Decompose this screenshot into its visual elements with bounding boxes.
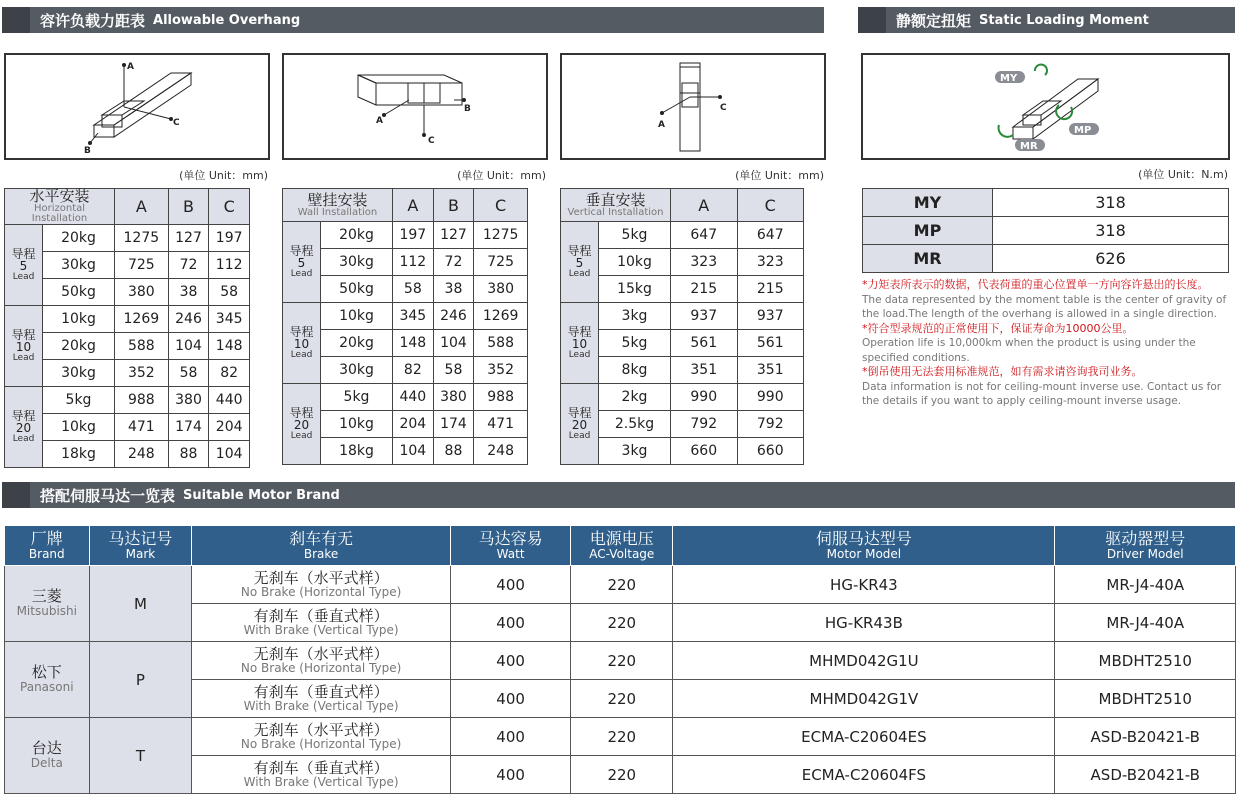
lead-cell	[5, 306, 43, 387]
table-row	[561, 384, 804, 411]
value-cell: 725	[474, 249, 528, 276]
motor-column-header	[1055, 526, 1236, 566]
load-cell: 5kg	[321, 384, 393, 411]
value-cell: 148	[393, 330, 434, 357]
value-cell: 988	[474, 384, 528, 411]
load-cell: 30kg	[43, 252, 115, 279]
install-type-cn: 垂直安装	[585, 190, 646, 209]
label-b: B	[464, 104, 471, 114]
table-row	[561, 303, 804, 330]
unit-label-4: (单位 Unit：N.m)	[1138, 168, 1228, 181]
value-cell: 58	[433, 357, 474, 384]
moment-value: 318	[993, 217, 1229, 245]
header-marker	[858, 7, 886, 33]
moment-title-en: Static Loading Moment	[979, 12, 1149, 28]
driver-model-cell: MBDHT2510	[1055, 680, 1236, 718]
label-b: B	[84, 146, 91, 156]
motor-row	[5, 566, 1236, 604]
voltage-cell: 220	[571, 604, 673, 642]
brake-en: No Brake (Horizontal Type)	[240, 585, 402, 599]
note-cn: *符合型录规范的正常使用下，保证寿命为10000公里。	[862, 321, 1134, 335]
label-c: C	[173, 118, 180, 128]
moment-diagram-svg	[863, 55, 1228, 158]
brake-cell	[192, 756, 451, 794]
header-en: Watt	[496, 546, 525, 561]
lead-cell	[561, 384, 599, 465]
unit-label-1: (单位 Unit：mm)	[179, 169, 268, 182]
note-en: Operation life is 10,000km when the product is using under the specified conditions.	[862, 337, 1196, 364]
column-header: B	[168, 189, 209, 225]
load-cell: 50kg	[43, 279, 115, 306]
header-en: Motor Model	[826, 546, 902, 561]
header-cn: 驱动器型号	[1105, 528, 1186, 548]
value-cell: 725	[115, 252, 169, 279]
column-header: C	[209, 189, 250, 225]
lead-cn: 导程	[289, 405, 314, 420]
mark-cell: M	[89, 566, 192, 642]
motor-row	[5, 642, 1236, 680]
table-header-row	[283, 189, 528, 222]
install-type-cell	[561, 189, 671, 222]
moment-title-cn: 静额定扭矩	[896, 11, 972, 30]
load-cell: 5kg	[599, 222, 671, 249]
load-cell: 10kg	[321, 411, 393, 438]
motor-column-header	[5, 526, 90, 566]
value-cell: 380	[115, 279, 169, 306]
value-cell: 990	[737, 384, 804, 411]
brand-cell	[5, 642, 90, 718]
moment-diagram	[861, 53, 1230, 160]
table-row	[561, 222, 804, 249]
voltage-cell: 220	[571, 680, 673, 718]
value-cell: 792	[737, 411, 804, 438]
moment-row	[863, 245, 1229, 273]
lead-cn: 导程	[11, 408, 36, 423]
header-en: Mark	[125, 546, 156, 561]
value-cell: 937	[737, 303, 804, 330]
value-cell: 380	[168, 387, 209, 414]
lead-cell	[283, 303, 321, 384]
motor-model-cell: ECMA-C20604ES	[673, 718, 1055, 756]
motor-column-header	[673, 526, 1055, 566]
lead-number: 20	[293, 418, 310, 433]
value-cell: 647	[671, 222, 738, 249]
value-cell: 440	[209, 387, 250, 414]
brand-cn: 台达	[31, 738, 62, 757]
brand-cn: 三菱	[31, 586, 62, 605]
install-type-en: Wall Installation	[297, 206, 378, 218]
driver-model-cell: MR-J4-40A	[1055, 604, 1236, 642]
value-cell: 351	[671, 357, 738, 384]
watt-cell: 400	[450, 642, 570, 680]
value-cell: 380	[474, 276, 528, 303]
watt-cell: 400	[450, 718, 570, 756]
lead-en: Lead	[568, 268, 591, 279]
motor-header	[2, 482, 1235, 508]
table-row	[283, 222, 528, 249]
lead-cell	[561, 303, 599, 384]
brake-cn: 无刹车（水平式样）	[253, 721, 389, 739]
value-cell: 197	[393, 222, 434, 249]
driver-model-cell: MR-J4-40A	[1055, 566, 1236, 604]
value-cell: 174	[168, 414, 209, 441]
lead-cn: 导程	[289, 243, 314, 258]
value-cell: 792	[671, 411, 738, 438]
brake-cell	[192, 604, 451, 642]
lead-number: 5	[575, 256, 584, 271]
overhang-table	[4, 188, 250, 468]
brake-en: With Brake (Vertical Type)	[243, 775, 399, 789]
value-cell: 660	[737, 438, 804, 465]
lead-en: Lead	[12, 433, 35, 444]
lead-en: Lead	[12, 352, 35, 363]
table-row	[5, 306, 250, 333]
note-cn: *力矩表所表示的数据，代表荷重的重心位置单一方向容许悬出的长度。	[862, 278, 1209, 291]
watt-cell: 400	[450, 680, 570, 718]
value-cell: 246	[168, 306, 209, 333]
label-a: A	[127, 62, 134, 72]
install-type-en: Horizontal Installation	[31, 203, 88, 224]
column-header: A	[115, 189, 169, 225]
value-cell: 72	[168, 252, 209, 279]
brake-cn: 有刹车（垂直式样）	[253, 759, 389, 777]
install-type-en: Vertical Installation	[567, 206, 664, 218]
motor-model-cell: ECMA-C20604FS	[673, 756, 1055, 794]
label-c: C	[720, 103, 727, 113]
value-cell: 112	[209, 252, 250, 279]
value-cell: 323	[737, 249, 804, 276]
voltage-cell: 220	[571, 756, 673, 794]
value-cell: 104	[209, 441, 250, 468]
lead-en: Lead	[290, 349, 313, 360]
vertical-diagram	[560, 53, 826, 160]
install-type-cell	[5, 189, 115, 225]
lead-cell	[561, 222, 599, 303]
brake-cn: 有刹车（垂直式样）	[253, 607, 389, 625]
moment-table	[862, 188, 1229, 273]
voltage-cell: 220	[571, 566, 673, 604]
motor-column-header	[571, 526, 673, 566]
header-cn: 马达记号	[108, 528, 173, 548]
value-cell: 127	[168, 225, 209, 252]
brake-cell	[192, 642, 451, 680]
motor-title-cn: 搭配伺服马达一览表	[40, 486, 176, 505]
load-cell: 20kg	[321, 330, 393, 357]
brand-cell	[5, 718, 90, 794]
lead-number: 20	[15, 421, 32, 436]
unit-label-2: (单位 Unit：mm)	[457, 169, 546, 182]
moment-key: MR	[863, 245, 993, 273]
motor-model-cell: HG-KR43B	[673, 604, 1055, 642]
header-cn: 电源电压	[589, 528, 654, 548]
lead-cn: 导程	[567, 243, 592, 258]
load-cell: 30kg	[321, 357, 393, 384]
load-cell: 3kg	[599, 303, 671, 330]
motor-row	[5, 718, 1236, 756]
horizontal-diagram	[4, 53, 270, 160]
value-cell: 647	[737, 222, 804, 249]
brake-en: No Brake (Horizontal Type)	[240, 661, 402, 675]
driver-model-cell: MBDHT2510	[1055, 642, 1236, 680]
load-cell: 18kg	[321, 438, 393, 465]
value-cell: 38	[168, 279, 209, 306]
value-cell: 215	[671, 276, 738, 303]
value-cell: 38	[433, 276, 474, 303]
brake-cn: 有刹车（垂直式样）	[253, 683, 389, 701]
value-cell: 1269	[474, 303, 528, 330]
header-cn: 伺服马达型号	[815, 528, 912, 548]
watt-cell: 400	[450, 566, 570, 604]
load-cell: 10kg	[321, 303, 393, 330]
moment-header	[858, 7, 1235, 33]
value-cell: 58	[393, 276, 434, 303]
motor-model-cell: MHMD042G1V	[673, 680, 1055, 718]
column-header: B	[433, 189, 474, 222]
lead-number: 10	[15, 340, 32, 355]
value-cell: 104	[433, 330, 474, 357]
value-cell: 471	[115, 414, 169, 441]
table-header-row	[5, 189, 250, 225]
load-cell: 3kg	[599, 438, 671, 465]
load-cell: 10kg	[43, 306, 115, 333]
value-cell: 72	[433, 249, 474, 276]
horizontal-diagram-svg	[6, 55, 268, 158]
overhang-header	[2, 7, 824, 33]
value-cell: 1275	[474, 222, 528, 249]
value-cell: 380	[433, 384, 474, 411]
voltage-cell: 220	[571, 718, 673, 756]
motor-column-header	[192, 526, 451, 566]
wall-diagram	[282, 53, 548, 160]
overhang-table	[282, 188, 528, 465]
header-marker	[2, 482, 30, 508]
brand-cell	[5, 566, 90, 642]
my-label: MY	[1000, 73, 1018, 84]
value-cell: 58	[209, 279, 250, 306]
moment-key: MY	[863, 189, 993, 217]
value-cell: 345	[393, 303, 434, 330]
brake-en: With Brake (Vertical Type)	[243, 623, 399, 637]
header-marker	[2, 7, 30, 33]
value-cell: 82	[393, 357, 434, 384]
table-header-row	[561, 189, 804, 222]
load-cell: 15kg	[599, 276, 671, 303]
brake-en: No Brake (Horizontal Type)	[240, 737, 402, 751]
moment-row	[863, 217, 1229, 245]
table-row	[5, 387, 250, 414]
value-cell: 112	[393, 249, 434, 276]
lead-number: 10	[293, 337, 310, 352]
wall-diagram-svg	[284, 55, 546, 158]
lead-en: Lead	[568, 430, 591, 441]
notes	[862, 278, 1236, 409]
note-en: The data represented by the moment table is the center of gravity of the load.The length of the overhang is allowed in a single direction.	[862, 293, 1227, 320]
lead-number: 5	[19, 259, 28, 274]
value-cell: 88	[433, 438, 474, 465]
load-cell: 50kg	[321, 276, 393, 303]
install-type-cn: 水平安装	[29, 187, 90, 205]
value-cell: 352	[115, 360, 169, 387]
label-a: A	[658, 120, 665, 130]
header-cn: 厂牌	[30, 528, 63, 548]
brake-cn: 无刹车（水平式样）	[253, 569, 389, 587]
lead-cn: 导程	[567, 324, 592, 339]
load-cell: 5kg	[43, 387, 115, 414]
load-cell: 2.5kg	[599, 411, 671, 438]
value-cell: 988	[115, 387, 169, 414]
header-cn: 刹车有无	[289, 528, 354, 548]
brand-en: Panasoni	[20, 680, 74, 695]
value-cell: 174	[433, 411, 474, 438]
value-cell: 1269	[115, 306, 169, 333]
overhang-table	[560, 188, 804, 465]
lead-number: 10	[571, 337, 588, 352]
motor-model-cell: MHMD042G1U	[673, 642, 1055, 680]
column-header: A	[393, 189, 434, 222]
lead-cn: 导程	[289, 324, 314, 339]
header-en: Brand	[28, 546, 65, 561]
load-cell: 30kg	[321, 249, 393, 276]
load-cell: 8kg	[599, 357, 671, 384]
load-cell: 2kg	[599, 384, 671, 411]
lead-en: Lead	[290, 430, 313, 441]
value-cell: 990	[671, 384, 738, 411]
value-cell: 248	[115, 441, 169, 468]
driver-model-cell: ASD-B20421-B	[1055, 756, 1236, 794]
overhang-title-en: Allowable Overhang	[153, 12, 301, 28]
watt-cell: 400	[450, 756, 570, 794]
value-cell: 660	[671, 438, 738, 465]
value-cell: 204	[393, 411, 434, 438]
motor-title-en: Suitable Motor Brand	[183, 487, 340, 503]
value-cell: 1275	[115, 225, 169, 252]
mark-cell: T	[89, 718, 192, 794]
overhang-title-cn: 容许负载力距表	[40, 11, 146, 30]
value-cell: 323	[671, 249, 738, 276]
value-cell: 88	[168, 441, 209, 468]
value-cell: 104	[393, 438, 434, 465]
lead-cn: 导程	[567, 405, 592, 420]
label-c: C	[428, 136, 435, 146]
load-cell: 20kg	[43, 225, 115, 252]
lead-en: Lead	[568, 349, 591, 360]
moment-key: MP	[863, 217, 993, 245]
brake-cell	[192, 566, 451, 604]
load-cell: 18kg	[43, 441, 115, 468]
value-cell: 345	[209, 306, 250, 333]
header-en: Brake	[303, 546, 339, 561]
value-cell: 82	[209, 360, 250, 387]
column-header: C	[737, 189, 804, 222]
header-en: Driver Model	[1106, 546, 1184, 561]
note-cn: *倒吊使用无法套用标准规范，如有需求请咨询我司业务。	[862, 365, 1143, 378]
value-cell: 104	[168, 333, 209, 360]
lead-en: Lead	[12, 271, 35, 282]
value-cell: 197	[209, 225, 250, 252]
brake-en: With Brake (Vertical Type)	[243, 699, 399, 713]
lead-cell	[283, 222, 321, 303]
brand-en: Delta	[30, 756, 63, 771]
load-cell: 5kg	[599, 330, 671, 357]
lead-number: 5	[297, 256, 306, 271]
mp-label: MP	[1074, 125, 1092, 136]
mr-label: MR	[1020, 141, 1038, 152]
mark-cell: P	[89, 642, 192, 718]
value-cell: 204	[209, 414, 250, 441]
install-type-cn: 壁挂安装	[307, 190, 368, 209]
note-en: Data information is not for ceiling-mount inverse use. Contact us for the details if you want to apply ceiling-mount inverse usage.	[862, 380, 1222, 407]
brake-cell	[192, 680, 451, 718]
label-a: A	[376, 116, 383, 126]
header-cn: 马达容易	[478, 528, 543, 548]
lead-cell	[5, 387, 43, 468]
motor-header-row	[5, 526, 1236, 566]
load-cell: 10kg	[599, 249, 671, 276]
load-cell: 20kg	[43, 333, 115, 360]
brake-cell	[192, 718, 451, 756]
voltage-cell: 220	[571, 642, 673, 680]
lead-number: 20	[571, 418, 588, 433]
brand-cn: 松下	[31, 662, 62, 681]
moment-value: 626	[993, 245, 1229, 273]
table-row	[283, 303, 528, 330]
value-cell: 248	[474, 438, 528, 465]
motor-table	[4, 525, 1236, 794]
lead-cn: 导程	[11, 327, 36, 342]
value-cell: 588	[474, 330, 528, 357]
moment-row	[863, 189, 1229, 217]
lead-cn: 导程	[11, 246, 36, 261]
value-cell: 127	[433, 222, 474, 249]
unit-label-3: (单位 Unit：mm)	[735, 169, 824, 182]
lead-cell	[283, 384, 321, 465]
value-cell: 561	[737, 330, 804, 357]
value-cell: 440	[393, 384, 434, 411]
column-header: C	[474, 189, 528, 222]
value-cell: 246	[433, 303, 474, 330]
brand-en: Mitsubishi	[16, 604, 77, 619]
table-row	[5, 225, 250, 252]
value-cell: 58	[168, 360, 209, 387]
value-cell: 588	[115, 333, 169, 360]
lead-en: Lead	[290, 268, 313, 279]
table-row	[283, 384, 528, 411]
value-cell: 937	[671, 303, 738, 330]
vertical-diagram-svg	[562, 55, 824, 158]
lead-cell	[5, 225, 43, 306]
install-type-cell	[283, 189, 393, 222]
value-cell: 351	[737, 357, 804, 384]
driver-model-cell: ASD-B20421-B	[1055, 718, 1236, 756]
load-cell: 20kg	[321, 222, 393, 249]
value-cell: 352	[474, 357, 528, 384]
value-cell: 215	[737, 276, 804, 303]
value-cell: 148	[209, 333, 250, 360]
motor-model-cell: HG-KR43	[673, 566, 1055, 604]
value-cell: 471	[474, 411, 528, 438]
load-cell: 10kg	[43, 414, 115, 441]
value-cell: 561	[671, 330, 738, 357]
load-cell: 30kg	[43, 360, 115, 387]
motor-column-header	[450, 526, 570, 566]
brake-cn: 无刹车（水平式样）	[253, 645, 389, 663]
moment-value: 318	[993, 189, 1229, 217]
motor-column-header	[89, 526, 192, 566]
header-en: AC-Voltage	[589, 546, 655, 561]
column-header: A	[671, 189, 738, 222]
watt-cell: 400	[450, 604, 570, 642]
